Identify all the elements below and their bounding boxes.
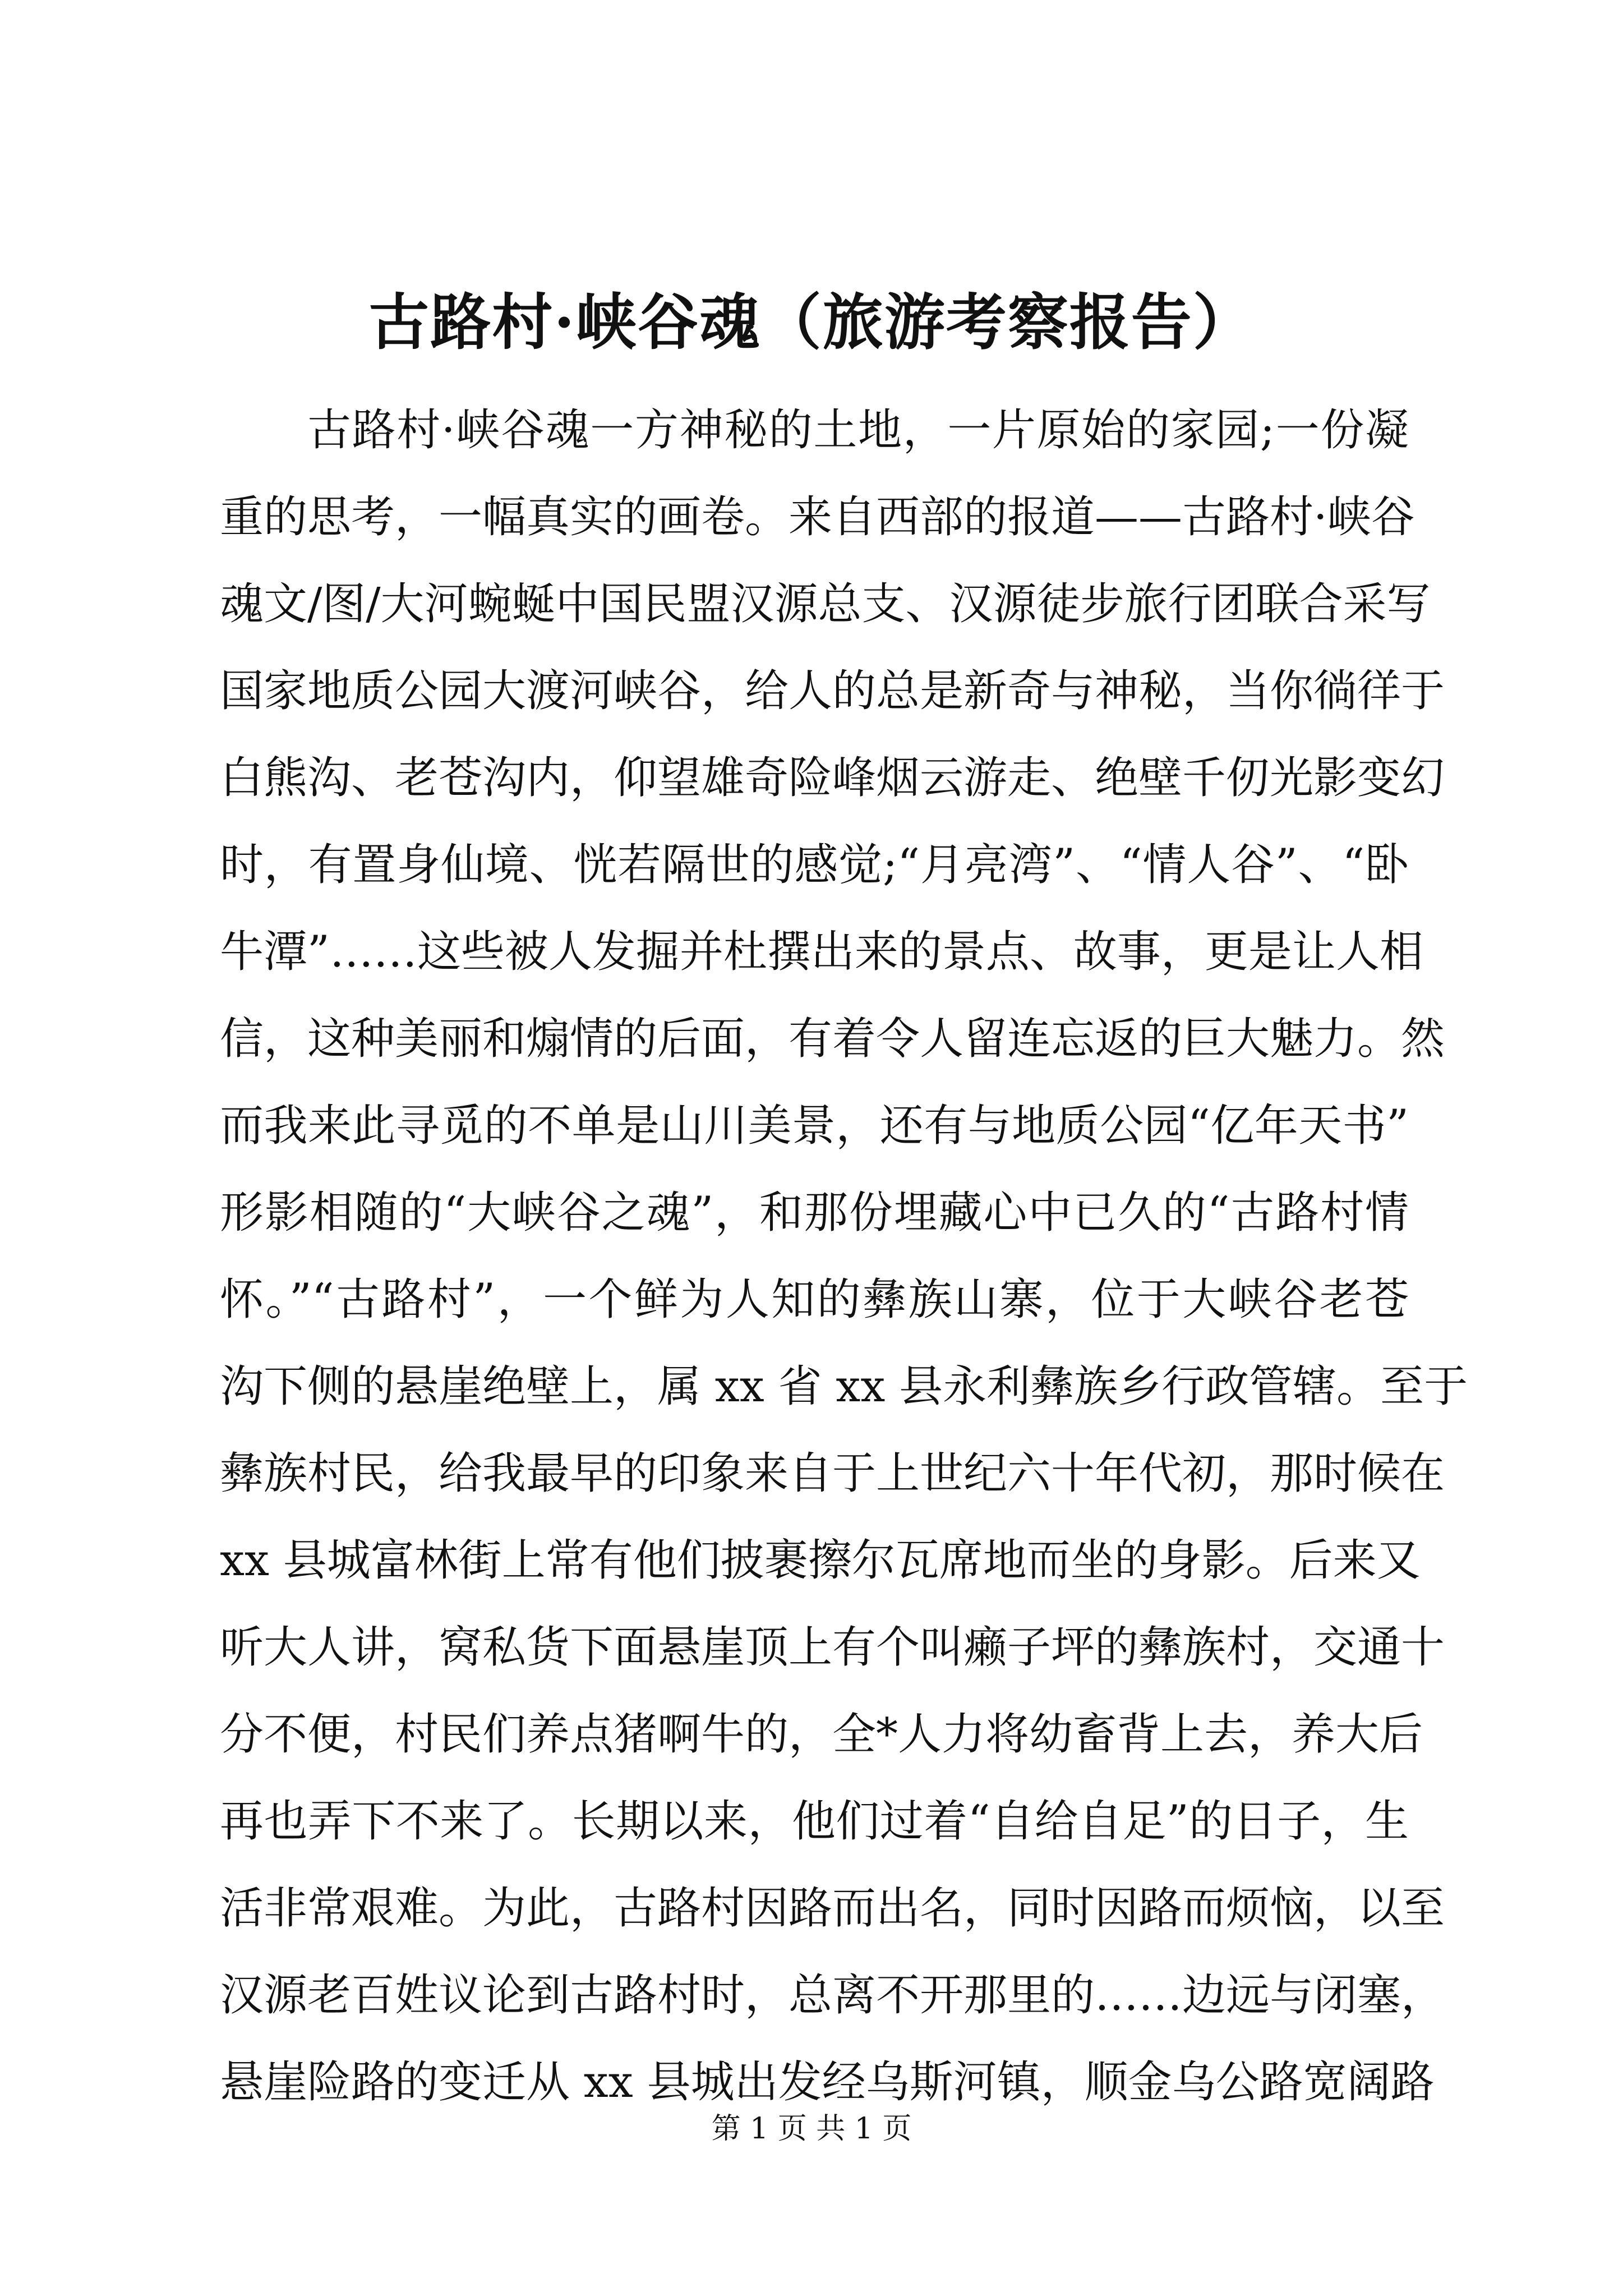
body-line: 时，有置身仙境、恍若隔世的感觉;“月亮湾”、“情人谷”、“卧 — [220, 840, 1409, 890]
body-line: 魂文/图/大河蜿蜒中国民盟汉源总支、汉源徒步旅行团联合采写 — [220, 579, 1431, 629]
body-line: 重的思考，一幅真实的画卷。来自西部的报道——古路村·峡谷 — [220, 492, 1415, 542]
body-line: xx 县城富林街上常有他们披裹擦尔瓦席地而坐的身影。后来又 — [220, 1535, 1421, 1586]
body-line: 再也弄下不来了。长期以来，他们过着“自给自足”的日子，生 — [220, 1796, 1409, 1847]
body-line: 而我来此寻觅的不单是山川美景，还有与地质公园“亿年天书” — [220, 1101, 1409, 1151]
body-line: 国家地质公园大渡河峡谷，给人的总是新奇与神秘，当你徜徉于 — [220, 666, 1445, 716]
page-footer: 第 1 页 共 1 页 — [711, 2112, 912, 2146]
body-line: 白熊沟、老苍沟内，仰望雄奇险峰烟云游走、绝壁千仞光影变幻 — [220, 753, 1445, 803]
document-title: 古路村·峡谷魂（旅游考察报告） — [368, 287, 1255, 358]
body-line: 分不便，村民们养点猪啊牛的，全*人力将幼畜背上去，养大后 — [220, 1709, 1423, 1760]
body-line: 古路村·峡谷魂一方神秘的土地，一片原始的家园;一份凝 — [307, 405, 1409, 455]
body-line: 牛潭”……这些被人发掘并杜撰出来的景点、故事，更是让人相 — [220, 927, 1423, 977]
body-line: 悬崖险路的变迁从 xx 县城出发经乌斯河镇，顺金乌公路宽阔路 — [220, 2057, 1435, 2108]
body-line: 沟下侧的悬崖绝壁上，属 xx 省 xx 县永利彝族乡行政管辖。至于 — [220, 1361, 1468, 1412]
body-line: 活非常艰难。为此，古路村因路而出名，同时因路而烦恼，以至 — [220, 1883, 1445, 1934]
body-line: 怀。”“古路村”，一个鲜为人知的彝族山寨，位于大峡谷老苍 — [220, 1274, 1409, 1325]
body-line: 汉源老百姓议论到古路村时，总离不开那里的……边远与闭塞， — [220, 1970, 1445, 2021]
document-body — [220, 387, 1468, 2126]
body-line: 形影相随的“大峡谷之魂”，和那份埋藏心中已久的“古路村情 — [220, 1188, 1409, 1238]
body-line: 信，这种美丽和煽情的后面，有着令人留连忘返的巨大魅力。然 — [220, 1014, 1445, 1064]
body-line: 彝族村民，给我最早的印象来自于上世纪六十年代初，那时候在 — [220, 1448, 1445, 1499]
body-line: 听大人讲，窝私货下面悬崖顶上有个叫癞子坪的彝族村，交通十 — [220, 1622, 1445, 1673]
